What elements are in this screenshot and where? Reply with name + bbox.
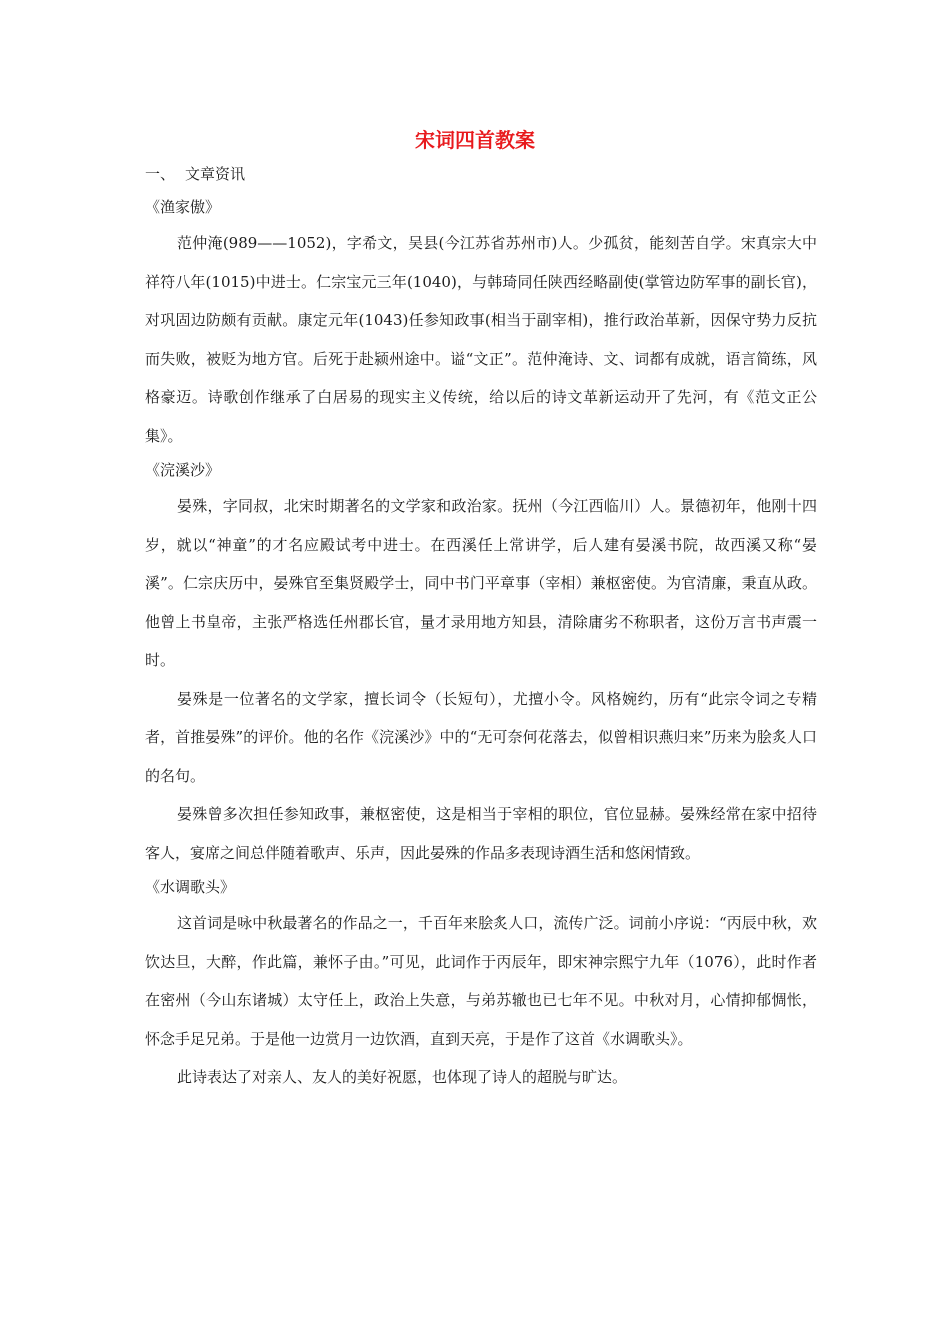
section-number: 一、	[145, 165, 176, 183]
paragraph-yan-shu-career: 晏殊曾多次担任参知政事，兼枢密使，这是相当于宰相的职位，官位显赫。晏殊经常在家中招待客人，宴席之间总伴随着歌声、乐声，因此晏殊的作品多表现诗酒生活和悠闲情致。	[145, 805, 817, 862]
paragraph-yan-shu-style: 晏殊是一位著名的文学家，擅长词令（长短句），尤擅小令。风格婉约，历有“此宗令词之专精者，首推晏殊”的评价。他的名作《浣溪沙》中的“无可奈何花落去，似曾相识燕归来”历来为脍炙人口的名句。	[145, 689, 817, 785]
document-title: 宋词四首教案	[415, 128, 535, 152]
document-body	[145, 160, 817, 1097]
paragraph-shuidiao-theme: 此诗表达了对亲人、友人的美好祝愿，也体现了诗人的超脱与旷达。	[177, 1068, 628, 1086]
section-heading	[145, 160, 817, 188]
poem-title-shuidiaogetou: 《水调歌头》	[145, 878, 236, 896]
paragraph-shuidiao-background: 这首词是咏中秋最著名的作品之一，千百年来脍炙人口，流传广泛。词前小序说：“丙辰中秋，欢饮达旦，大醉，作此篇，兼怀子由。”可见，此词作于丙辰年，即宋神宗熙宁九年（1076），此时作者在密州（今山东诸城）太守任上，政治上失意，与弟苏辙也已七年不见。中秋对月，心情抑郁惆怅，怀念手足兄弟。于是他一边赏月一边饮酒，直到天亮，于是作了这首《水调歌头》。	[145, 914, 817, 1048]
poem-title-huanxisha: 《浣溪沙》	[145, 461, 221, 479]
paragraph-fan-zhongyan: 范仲淹(989——1052)，字希文，吴县(今江苏省苏州市)人。少孤贫，能刻苦自学。宋真宗大中祥符八年(1015)中进士。仁宗宝元三年(1040)，与韩琦同任陕西经略副使(掌管边防军事的副长官)，对巩固边防颇有贡献。康定元年(1043)任参知政事(相当于副宰相)，推行政治革新，因保守势力反抗而失败，被贬为地方官。后死于赴颍州途中。谥“文正”。范仲淹诗、文、词都有成就，语言简练，风格豪迈。诗歌创作继承了白居易的现实主义传统，给以后的诗文革新运动开了先河，有《范文正公集》。	[145, 234, 817, 445]
paragraph-yan-shu-bio: 晏殊，字同叔，北宋时期著名的文学家和政治家。抚州（今江西临川）人。景德初年，他刚十四岁，就以“神童”的才名应殿试考中进士。在西溪任上常讲学，后人建有晏溪书院，故西溪又称“晏溪”。仁宗庆历中，晏殊官至集贤殿学士，同中书门平章事（宰相）兼枢密使。为官清廉，秉直从政。他曾上书皇帝，主张严格选任州郡长官，量才录用地方知县，清除庸劣不称职者，这份万言书声震一时。	[145, 497, 817, 669]
poem-title-yujiaao: 《渔家傲》	[145, 198, 221, 216]
section-heading-text: 文章资讯	[185, 165, 246, 183]
